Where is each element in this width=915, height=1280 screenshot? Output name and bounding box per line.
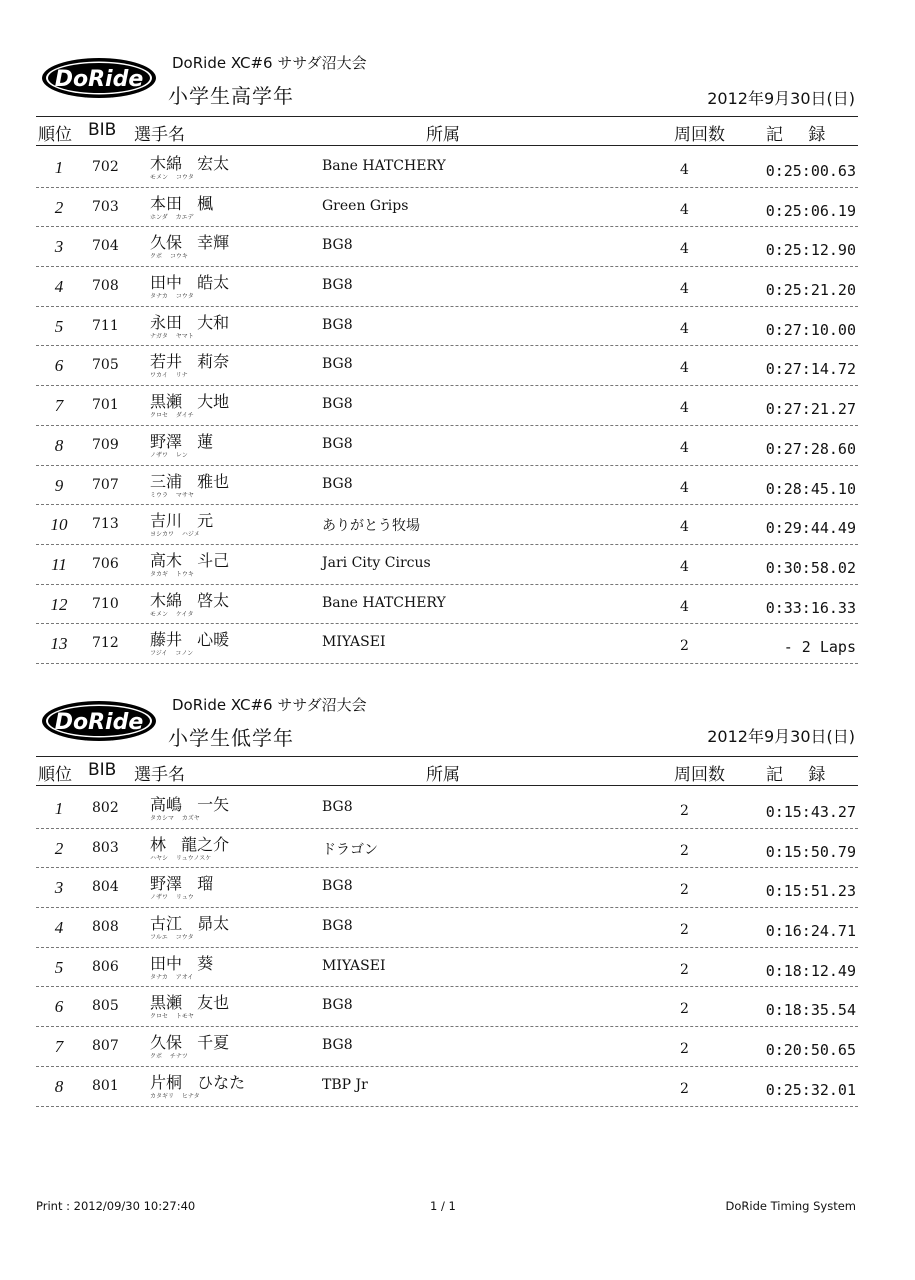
event-title: DoRide XC#6 ササダ沼大会 [172,54,367,72]
team-cell: BG8 [322,918,353,935]
table-row [36,227,858,267]
rider-name: 野澤 蓮 [150,431,214,451]
rider-name: 藤井 心暖 [150,630,230,650]
bib-cell: 701 [92,397,119,414]
time-cell: 0:25:06.19 [765,201,856,220]
bib-cell: 805 [92,998,119,1015]
rider-name-kana: ノザワ レン [150,451,188,459]
team-cell: Bane HATCHERY [322,158,446,174]
rank-cell: 3 [54,878,64,898]
team-cell: BG8 [322,237,353,254]
time-cell: 0:18:35.54 [765,1001,856,1020]
rider-name-kana: タナカ アオイ [150,973,194,981]
time-cell: 0:18:12.49 [765,961,856,980]
table-row [36,948,858,988]
team-cell: BG8 [322,1037,353,1054]
team-cell: BG8 [322,277,353,294]
table-row [36,386,858,426]
rider-name: 黒瀬 友也 [150,993,230,1013]
table-header [36,116,858,146]
rider-name-kana: タカシマ カズヤ [150,815,200,822]
rider-name: 高木 斗己 [150,550,230,570]
rider-name-kana: クボ チナツ [150,1053,188,1061]
rank-cell: 2 [54,838,64,858]
rider-name-kana: フジイ コノン [150,650,194,658]
time-cell: 0:20:50.65 [765,1041,856,1060]
table-row [36,148,858,188]
col-rank: 順位 [38,125,72,145]
time-cell: 0:30:58.02 [765,558,856,577]
time-cell: 0:15:51.23 [765,882,856,901]
rider-name-kana: タナカ コウタ [150,293,194,301]
bib-cell: 803 [92,839,119,856]
bib-cell: 804 [92,879,119,896]
bib-cell: 706 [92,555,119,572]
laps-cell: 4 [680,400,689,417]
page-number: 1 / 1 [430,1199,456,1213]
table-row [36,868,858,908]
rider-name: 古江 昴太 [150,914,230,934]
rank-cell: 6 [54,997,64,1017]
team-cell: BG8 [322,878,353,895]
team-cell: Bane HATCHERY [322,594,446,611]
time-cell: 0:15:50.79 [765,842,856,861]
race-date: 2012年9月30日(日) [707,89,855,108]
rider-name-kana: モメン ケイタ [150,610,194,618]
bib-cell: 702 [92,159,119,175]
time-cell: 0:25:32.01 [765,1080,856,1099]
team-cell: BG8 [322,799,353,815]
logo-text: DoRide [54,710,144,735]
time-cell: 0:33:16.33 [765,598,856,617]
table-row [36,188,858,228]
team-cell: Jari City Circus [322,554,431,571]
rank-cell: 12 [50,594,68,614]
table-row [36,426,858,466]
rider-name-kana: ハヤシ リュウノスケ [150,854,212,862]
rider-name: 木綿 宏太 [150,154,230,173]
rank-cell: 9 [54,475,64,495]
rank-cell: 13 [50,634,68,654]
time-cell: 0:27:28.60 [765,439,856,458]
bib-cell: 703 [92,198,119,215]
table-row [36,267,858,307]
rank-cell: 8 [54,1076,64,1096]
laps-cell: 4 [680,201,689,218]
col-team: 所属 [426,125,460,145]
category-title: 小学生高学年 [168,84,294,108]
time-cell: 0:25:21.20 [765,281,856,300]
time-cell: 0:27:10.00 [765,320,856,339]
laps-cell: 2 [680,922,689,939]
table-row [36,1067,858,1107]
rank-cell: 1 [54,799,64,818]
laps-cell: 4 [680,598,689,615]
rider-name-kana: フルエ コウタ [150,934,194,942]
team-cell: BG8 [322,997,353,1014]
bib-cell: 801 [92,1077,119,1094]
team-cell: MIYASEI [322,634,386,651]
col-laps: 周回数 [674,765,725,785]
team-cell: BG8 [322,435,353,452]
rank-cell: 5 [54,316,64,336]
table-row [36,624,858,664]
time-cell: 0:16:24.71 [765,922,856,941]
table-row [36,585,858,625]
rank-cell: 7 [54,396,64,416]
bib-cell: 802 [92,800,119,816]
laps-cell: 4 [680,558,689,575]
laps-cell: 2 [680,1001,689,1018]
bib-cell: 711 [92,317,119,334]
laps-cell: 4 [680,360,689,377]
rider-name: 若井 莉奈 [150,352,230,372]
bib-cell: 704 [92,238,119,255]
table-row [36,987,858,1027]
bib-cell: 806 [92,958,119,975]
race-date: 2012年9月30日(日) [707,727,855,746]
time-cell: 0:27:14.72 [765,360,856,379]
rider-name-kana: クロセ ダイチ [150,412,194,420]
rank-cell: 2 [54,197,64,217]
rider-name-kana: ホンダ カエデ [150,213,194,221]
team-cell: TBP Jr [322,1076,368,1093]
laps-cell: 4 [680,162,689,178]
rider-name: 永田 大和 [150,312,230,332]
laps-cell: 2 [680,1041,689,1058]
rider-name: 三浦 雅也 [150,471,230,491]
time-cell: 0:15:43.27 [765,803,856,821]
table-header [36,756,858,786]
table-row [36,466,858,506]
table-row [36,789,858,829]
team-cell: BG8 [322,475,353,492]
bib-cell: 808 [92,919,119,936]
rank-cell: 6 [54,356,64,376]
rank-cell: 8 [54,435,64,455]
time-cell: 0:29:44.49 [765,519,856,538]
rider-name: 林 龍之介 [150,834,230,854]
laps-cell: 4 [680,519,689,536]
rank-cell: 4 [54,918,64,938]
time-cell: 0:27:21.27 [765,400,856,419]
col-team: 所属 [426,765,460,785]
rider-name-kana: クボ コウキ [150,253,188,261]
rank-cell: 4 [54,277,64,297]
bib-cell: 807 [92,1038,119,1055]
rider-name: 本田 楓 [150,193,214,213]
col-rank: 順位 [38,765,72,785]
bib-cell: 707 [92,476,119,493]
table-row [36,346,858,386]
team-cell: MIYASEI [322,957,386,974]
laps-cell: 2 [680,961,689,978]
print-timestamp: Print : 2012/09/30 10:27:40 [36,1199,196,1213]
time-cell: 0:25:00.63 [765,162,856,180]
laps-cell: 2 [680,882,689,899]
results-table-lower [36,789,858,1107]
laps-cell: 4 [680,241,689,258]
bib-cell: 713 [92,516,119,533]
bib-cell: 708 [92,278,119,295]
rider-name: 吉川 元 [150,511,214,531]
rank-cell: 10 [50,515,68,535]
doride-logo [40,56,158,100]
rider-name: 久保 千夏 [150,1033,230,1053]
team-cell: BG8 [322,396,353,413]
laps-cell: 2 [680,842,689,859]
rider-name: 高嶋 一矢 [150,795,230,814]
col-laps: 周回数 [674,125,725,145]
col-name: 選手名 [134,765,185,785]
team-cell: Green Grips [322,197,409,214]
col-name: 選手名 [134,125,185,145]
laps-cell: 4 [680,439,689,456]
team-cell: ドラゴン [322,841,378,858]
results-table-upper [36,148,858,664]
table-row [36,505,858,545]
event-title: DoRide XC#6 ササダ沼大会 [172,696,367,714]
rider-name-kana: モメン コウタ [150,174,194,181]
col-bib: BIB [88,760,117,780]
bib-cell: 705 [92,357,119,374]
doride-logo [40,699,158,743]
category-title: 小学生低学年 [168,726,294,750]
rider-name-kana: タカギ トウキ [150,570,194,578]
table-row [36,908,858,948]
rank-cell: 7 [54,1037,64,1057]
bib-cell: 709 [92,436,119,453]
team-cell: BG8 [322,356,353,373]
rider-name: 片桐 ひなた [150,1072,246,1092]
system-name: DoRide Timing System [725,1199,856,1213]
rider-name-kana: ヨシカワ ハジメ [150,531,200,539]
rider-name-kana: クロセ トモヤ [150,1013,194,1021]
time-cell: - 2 Laps [783,638,856,657]
rider-name: 久保 幸輝 [150,233,230,253]
rider-name: 木綿 啓太 [150,590,230,610]
rider-name: 野澤 瑠 [150,874,214,894]
team-cell: ありがとう牧場 [322,518,420,535]
rider-name: 田中 葵 [150,953,214,973]
bib-cell: 710 [92,595,119,612]
col-bib: BIB [88,120,117,140]
team-cell: BG8 [322,316,353,333]
rider-name: 黒瀬 大地 [150,392,230,412]
rider-name-kana: ミウラ マサヤ [150,491,194,499]
time-cell: 0:25:12.90 [765,241,856,260]
rider-name-kana: カタギリ ヒナタ [150,1092,200,1100]
laps-cell: 2 [680,638,689,655]
rider-name: 田中 皓太 [150,273,230,293]
col-time: 記 録 [766,765,836,785]
laps-cell: 4 [680,479,689,496]
time-cell: 0:28:45.10 [765,479,856,498]
rank-cell: 5 [54,957,64,977]
table-row [36,307,858,347]
laps-cell: 2 [680,803,689,819]
laps-cell: 2 [680,1080,689,1097]
col-time: 記 録 [766,125,836,145]
laps-cell: 4 [680,320,689,337]
rider-name-kana: ノザワ リュウ [150,894,194,902]
rank-cell: 3 [54,237,64,257]
rank-cell: 1 [54,158,64,177]
table-row [36,829,858,869]
table-row [36,1027,858,1067]
rider-name-kana: ナガタ ヤマト [150,332,194,340]
laps-cell: 4 [680,281,689,298]
bib-cell: 712 [92,635,119,652]
table-row [36,545,858,585]
rider-name-kana: ワカイ リナ [150,372,188,380]
rank-cell: 11 [51,554,67,574]
logo-text: DoRide [54,67,144,92]
